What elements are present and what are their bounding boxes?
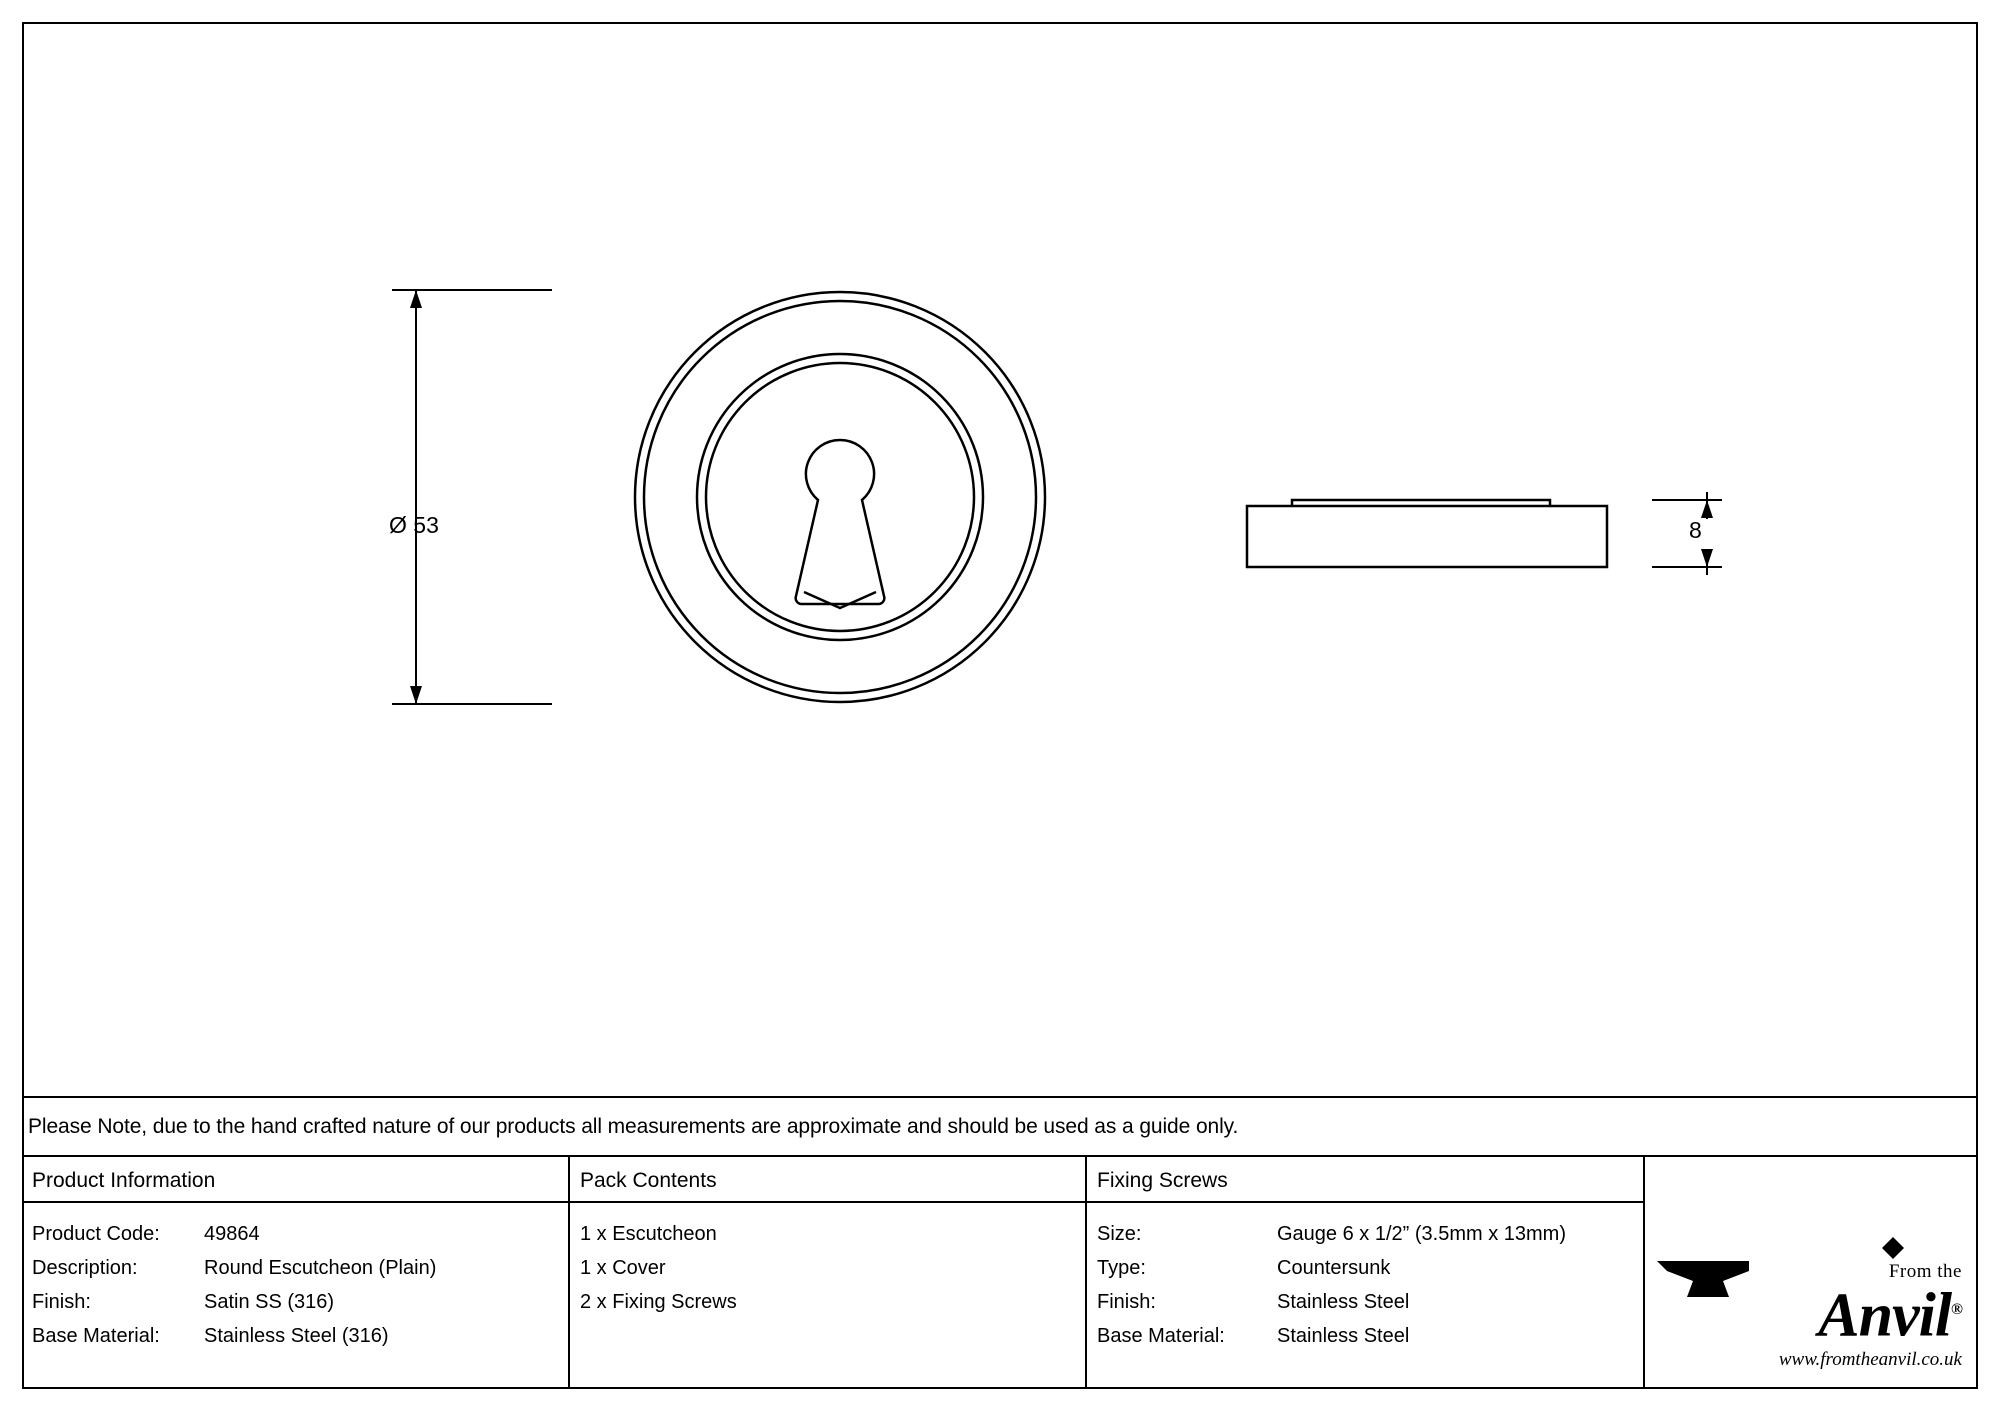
note-text: Please Note, due to the hand crafted nature of our products all measurements are approximate and should be used as a guide only.: [28, 1114, 1239, 1138]
product-info-row: [32, 1251, 568, 1285]
front-elevation-view: [635, 292, 1045, 702]
thickness-dimension: [1652, 492, 1722, 575]
description-label: Description:: [32, 1257, 138, 1279]
fixing-screw-row: [1097, 1319, 1643, 1353]
fixing-screw-row: [1097, 1285, 1643, 1319]
description-value: Round Escutcheon (Plain): [204, 1257, 437, 1279]
drawing-svg: [22, 22, 1978, 1096]
panel-product-information: [22, 1157, 570, 1389]
arrow-up-small-icon: [1701, 549, 1713, 567]
thickness-label: 8: [1689, 517, 1702, 543]
pack-item: 2 x Fixing Screws: [580, 1291, 737, 1313]
base-material-label: Base Material:: [32, 1325, 160, 1347]
finish-label: Finish:: [32, 1291, 91, 1313]
screw-finish-value: Stainless Steel: [1277, 1291, 1410, 1313]
product-code-label: Product Code:: [32, 1223, 160, 1245]
panel-title-fixing-screws: Fixing Screws: [1097, 1169, 1228, 1192]
screw-base-material-value: Stainless Steel: [1277, 1325, 1410, 1347]
pack-item: 1 x Escutcheon: [580, 1223, 717, 1245]
screw-type-value: Countersunk: [1277, 1257, 1391, 1279]
screw-size-label: Size:: [1097, 1223, 1142, 1245]
panel-body-fixing-screws: [1087, 1201, 1643, 1389]
panel-body-pack-contents: [570, 1201, 1085, 1389]
screw-type-label: Type:: [1097, 1257, 1146, 1279]
product-info-row: [32, 1319, 568, 1353]
arrow-down-icon: [410, 686, 422, 704]
panel-brand-logo: [1645, 1157, 1976, 1389]
drawing-area: [22, 22, 1978, 1096]
diamond-icon: [1880, 1235, 1906, 1261]
logo-wrap: [1645, 1157, 1976, 1389]
base-material-value: Stainless Steel (316): [204, 1325, 389, 1347]
arrow-up-icon: [410, 290, 422, 308]
screw-size-value: Gauge 6 x 1/2” (3.5mm x 13mm): [1277, 1223, 1566, 1245]
logo-url-text: www.fromtheanvil.co.uk: [1778, 1349, 1962, 1370]
panel-pack-contents: [570, 1157, 1087, 1389]
finish-value: Satin SS (316): [204, 1291, 335, 1313]
side-section-view: [1247, 500, 1607, 567]
anvil-icon: [1653, 1247, 1793, 1303]
arrow-down-small-icon: [1701, 500, 1713, 518]
screw-finish-label: Finish:: [1097, 1291, 1156, 1313]
product-info-row: [32, 1217, 568, 1251]
note-row: [22, 1096, 1978, 1155]
product-info-row: [32, 1285, 568, 1319]
panel-body-product-information: [22, 1201, 568, 1389]
panel-title-pack-contents: Pack Contents: [580, 1169, 717, 1192]
fixing-screw-row: [1097, 1217, 1643, 1251]
diameter-dimension: [392, 290, 552, 704]
registered-trademark-icon: ®: [1951, 1301, 1962, 1319]
logo-top-text: From the: [1888, 1261, 1962, 1283]
panel-fixing-screws: [1087, 1157, 1645, 1389]
diameter-label: Ø 53: [389, 512, 439, 538]
logo-anvil-word: Anvil: [1818, 1282, 1952, 1350]
panel-title-product-information: Product Information: [32, 1169, 216, 1192]
fixing-screw-row: [1097, 1251, 1643, 1285]
screw-base-material-label: Base Material:: [1097, 1325, 1225, 1347]
pack-item: 1 x Cover: [580, 1257, 666, 1279]
product-code-value: 49864: [204, 1223, 260, 1245]
info-panels: [22, 1155, 1978, 1389]
